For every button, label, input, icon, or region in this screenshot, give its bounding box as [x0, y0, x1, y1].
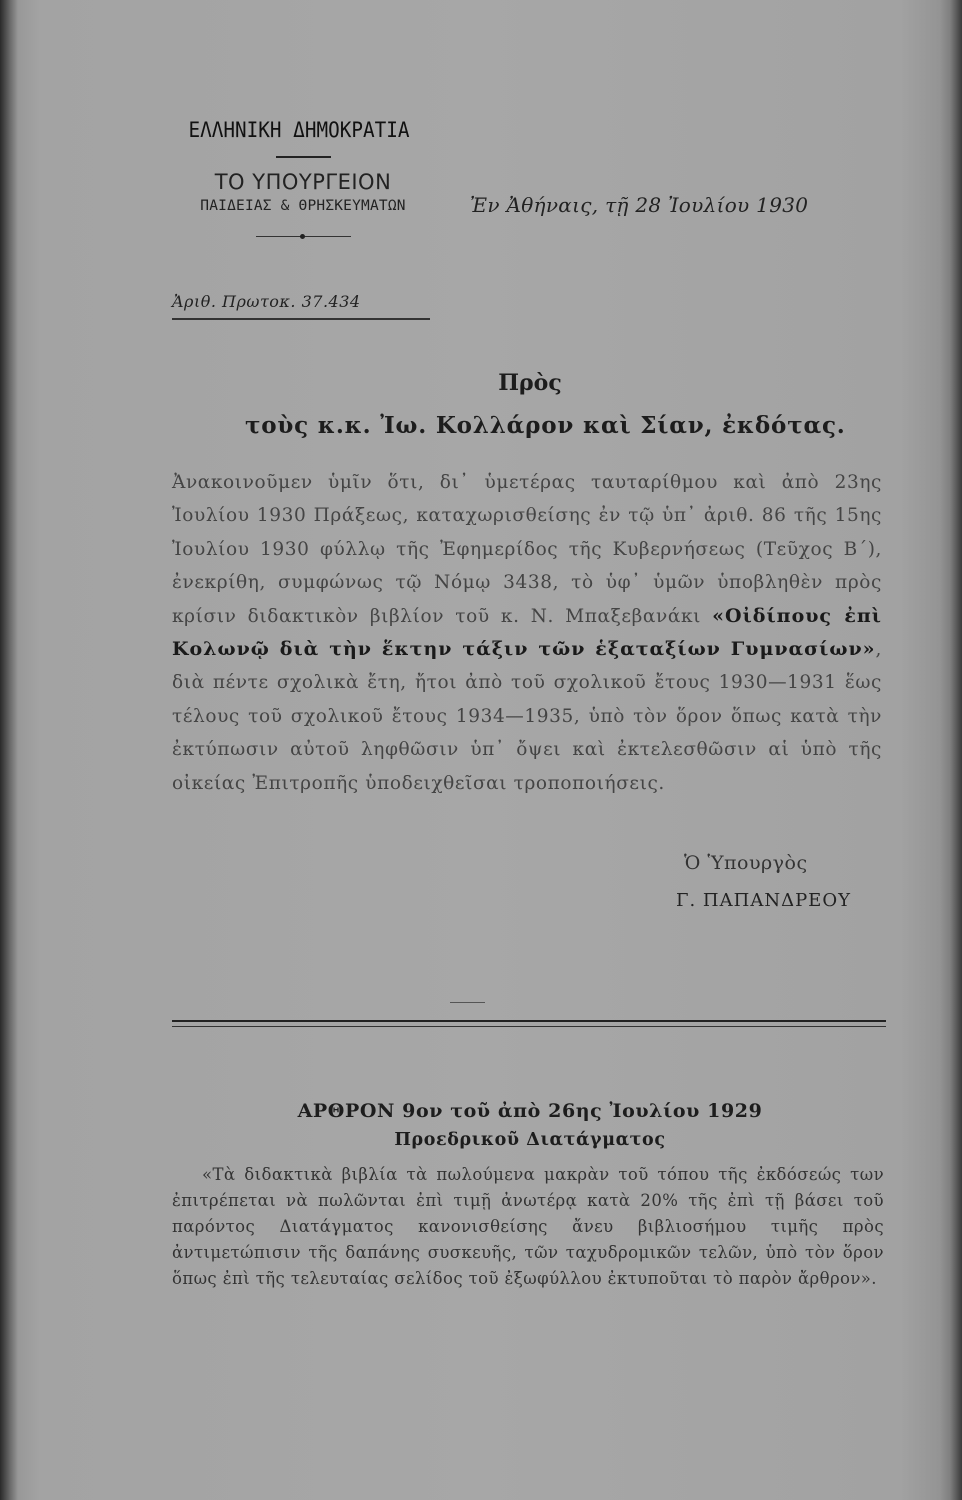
- article-title: ΑΡΘΡΟΝ 9ον τοῦ ἀπὸ 26ης Ἰουλίου 1929: [297, 1100, 763, 1122]
- scan-edge-left: [0, 0, 18, 1500]
- article-subtitle: Προεδρικοῦ Διατάγματος: [394, 1130, 666, 1150]
- letterhead-ministry-line1: ΤΟ ΥΠΟΥΡΓΕΙΟΝ: [214, 170, 392, 194]
- letter-body-part2: , διὰ πέντε σχολικὰ ἔτη, ἤτοι ἀπὸ τοῦ σχολικοῦ ἔτους 1930—1931 ἕως τέλους τοῦ σχολικοῦ ἔτους 1934—1935, ὑπὸ τὸν ὅρον ὅπως κατὰ τὴν ἐκτύπωσιν αὐτοῦ ληφθῶσιν ὑπ᾽ ὄψει καὶ ἐκτελεσθῶσιν αἱ ὑπὸ τῆς οἰκείας Ἐπιτροπῆς ὑποδειχθεῖσαι τροποποιήσεις.: [172, 639, 882, 794]
- addressee-recipients: τοὺς κ.κ. Ἰω. Κολλάρον καὶ Σίαν, ἐκδότας.: [245, 412, 846, 439]
- protocol-underline: [172, 318, 430, 320]
- addressee-to: Πρὸς: [498, 370, 562, 396]
- letterhead-ornament-rule: [256, 236, 351, 237]
- signer-title: Ὁ Ὑπουργὸς: [684, 852, 808, 874]
- letter-body: [172, 466, 882, 800]
- short-divider: [450, 1002, 485, 1003]
- book-title: «Οἰδίπους ἐπὶ Κολωνῷ διὰ τὴν ἕκτην τάξιν τῶν ἑξαταξίων Γυμνασίων»: [172, 604, 882, 661]
- section-divider: [172, 1020, 886, 1027]
- letterhead-state: ΕΛΛΗΝΙΚΗ ΔΗΜΟΚΡΑΤΙΑ: [188, 118, 410, 142]
- letter-body-part1: Ἀνακοινοῦμεν ὑμῖν ὅτι, δι᾽ ὑμετέρας ταυταρίθμου καὶ ἀπὸ 23ης Ἰουλίου 1930 Πράξεως, καταχωρισθείσης ἐν τῷ ὑπ᾽ ἀριθ. 86 τῆς 15ης Ἰουλίου 1930 φύλλῳ τῆς Ἐφημερίδος τῆς Κυβερνήσεως (Τεῦχος Β΄), ἐνεκρίθη, συμφώνως τῷ Νόμῳ 3438, τὸ ὑφ᾽ ὑμῶν ὑποβληθὲν πρὸς κρίσιν διδακτικὸν βιβλίον τοῦ κ. Ν. Μπαξεβανάκι: [172, 472, 882, 627]
- signer-name: Γ. ΠΑΠΑΝΔΡΕΟΥ: [676, 890, 851, 911]
- scan-edge-right: [940, 0, 962, 1500]
- letter-date: Ἐν Ἀθήναις, τῇ 28 Ἰουλίου 1930: [470, 193, 809, 217]
- article-text: [172, 1162, 884, 1292]
- letterhead-ministry-line2: ΠΑΙΔΕΙΑΣ & ΘΡΗΣΚΕΥΜΑΤΩΝ: [200, 198, 406, 214]
- letterhead-divider: [276, 156, 331, 158]
- article-text-body: «Τὰ διδακτικὰ βιβλία τὰ πωλούμενα μακρὰν τοῦ τόπου τῆς ἐκδόσεώς των ἐπιτρέπεται νὰ πωλῶνται ἐπὶ τιμῇ ἀνωτέρᾳ κατὰ 20% τῆς ἐπὶ τῇ βάσει τοῦ παρόντος Διατάγματος κανονισθείσης ἄνευ βιβλιοσήμου τιμῆς πρὸς ἀντιμετώπισιν τῆς δαπάνης συσκευῆς, τῶν ταχυδρομικῶν τελῶν, ὑπὸ τὸν ὅρον ὅπως ἐπὶ τῆς τελευταίας σελίδος τοῦ ἐξωφύλλου ἐκτυποῦται τὸ παρὸν ἄρθρον».: [172, 1165, 884, 1288]
- letterhead: [168, 118, 438, 237]
- protocol-number: Ἀριθ. Πρωτοκ. 37.434: [172, 292, 361, 311]
